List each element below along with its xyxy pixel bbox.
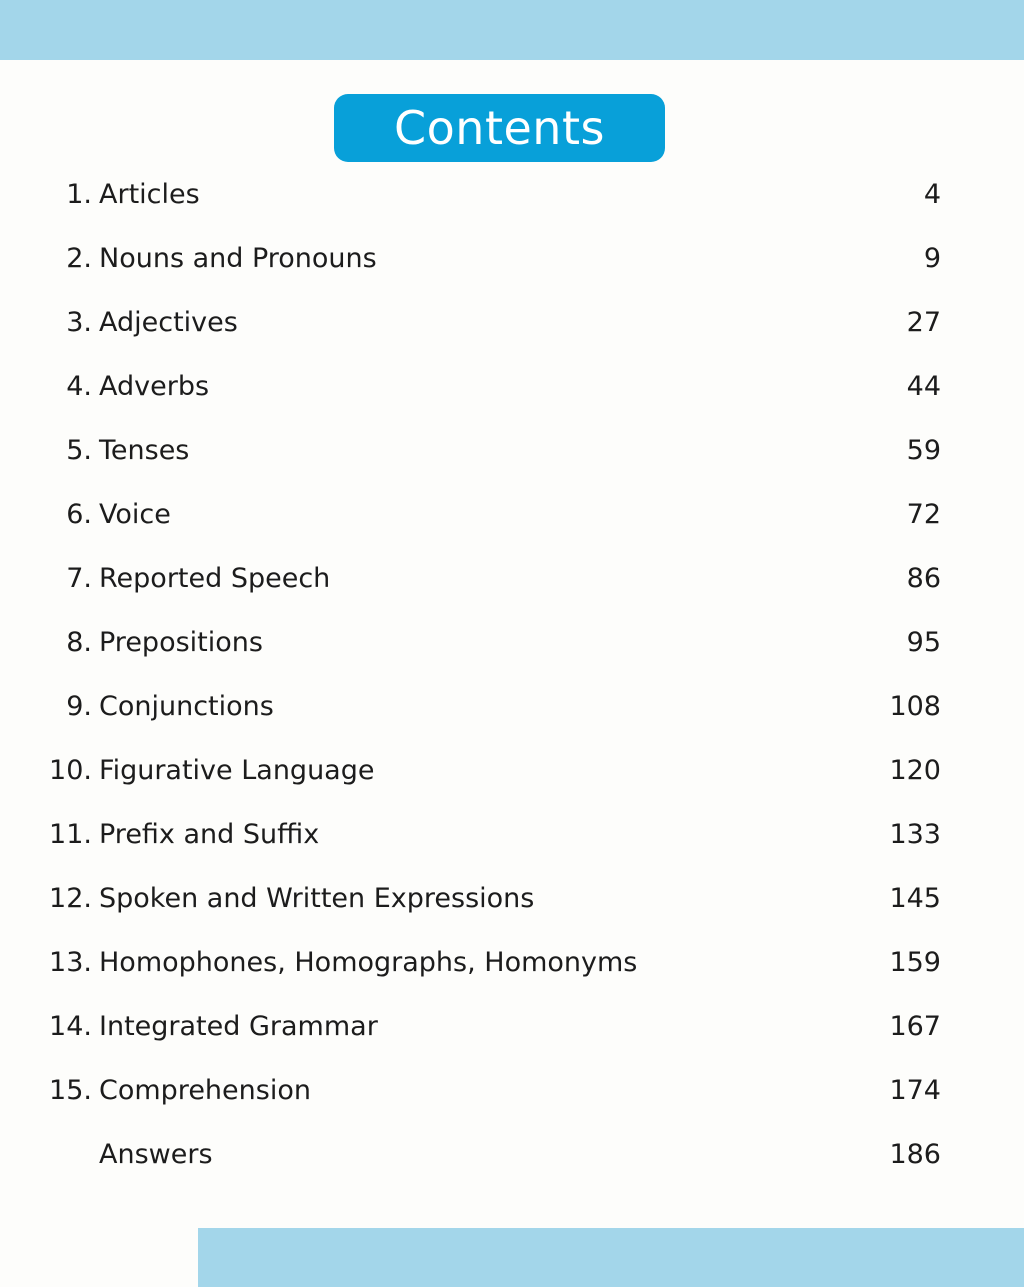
chapter-title[interactable]: Integrated Grammar <box>99 1011 378 1042</box>
page-number: 167 <box>889 1011 941 1042</box>
chapter-title[interactable]: Reported Speech <box>99 563 331 594</box>
toc-entry[interactable] <box>0 995 1024 1059</box>
toc-entry[interactable] <box>0 227 1024 291</box>
chapter-number: 10. <box>49 755 92 786</box>
chapter-title[interactable]: Conjunctions <box>99 691 274 722</box>
page-number: 120 <box>889 755 941 786</box>
page-number: 44 <box>906 371 941 402</box>
toc-entry[interactable] <box>0 355 1024 419</box>
chapter-title[interactable]: Figurative Language <box>99 755 375 786</box>
chapter-title[interactable]: Nouns and Pronouns <box>99 243 377 274</box>
chapter-number: 12. <box>49 883 92 914</box>
chapter-number: 5. <box>66 435 92 466</box>
toc-entry[interactable] <box>0 931 1024 995</box>
answers-title[interactable]: Answers <box>99 1139 213 1170</box>
page-number: 174 <box>889 1075 941 1106</box>
toc-entry[interactable] <box>0 611 1024 675</box>
chapter-title[interactable]: Spoken and Written Expressions <box>99 883 535 914</box>
toc-entry[interactable] <box>0 163 1024 227</box>
chapter-title[interactable]: Voice <box>99 499 171 530</box>
chapter-number: 1. <box>66 179 92 210</box>
page-number: 145 <box>889 883 941 914</box>
chapter-number: 11. <box>49 819 92 850</box>
toc-entry[interactable] <box>0 483 1024 547</box>
page-number: 108 <box>889 691 941 722</box>
page-number: 72 <box>906 499 941 530</box>
page-number: 86 <box>906 563 941 594</box>
chapter-number: 14. <box>49 1011 92 1042</box>
contents-title-badge <box>334 94 665 162</box>
chapter-number: 2. <box>66 243 92 274</box>
page-number: 95 <box>906 627 941 658</box>
toc-entry[interactable] <box>0 547 1024 611</box>
chapter-number: 9. <box>66 691 92 722</box>
page-title: Contents <box>394 101 605 155</box>
chapter-number: 15. <box>49 1075 92 1106</box>
chapter-title[interactable]: Tenses <box>99 435 190 466</box>
table-of-contents <box>0 163 1024 1187</box>
page-number: 159 <box>889 947 941 978</box>
chapter-title[interactable]: Adjectives <box>99 307 238 338</box>
chapter-title[interactable]: Prefix and Suffix <box>99 819 320 850</box>
chapter-title[interactable]: Homophones, Homographs, Homonyms <box>99 947 638 978</box>
page-number: 186 <box>889 1139 941 1170</box>
page-number: 133 <box>889 819 941 850</box>
chapter-title[interactable]: Adverbs <box>99 371 210 402</box>
toc-entry[interactable] <box>0 1059 1024 1123</box>
toc-entry[interactable] <box>0 291 1024 355</box>
top-decorative-band <box>0 0 1024 60</box>
chapter-title[interactable]: Articles <box>99 179 200 210</box>
chapter-number: 13. <box>49 947 92 978</box>
page-number: 9 <box>923 243 941 274</box>
toc-entry[interactable] <box>0 867 1024 931</box>
chapter-number: 4. <box>66 371 92 402</box>
chapter-number: 7. <box>66 563 92 594</box>
toc-entry[interactable] <box>0 1123 1024 1187</box>
chapter-title[interactable]: Prepositions <box>99 627 263 658</box>
toc-entry[interactable] <box>0 739 1024 803</box>
chapter-title[interactable]: Comprehension <box>99 1075 311 1106</box>
chapter-number: 6. <box>66 499 92 530</box>
chapter-number: 8. <box>66 627 92 658</box>
chapter-number: 3. <box>66 307 92 338</box>
bottom-decorative-band <box>198 1228 1024 1287</box>
page-number: 27 <box>906 307 941 338</box>
page-number: 4 <box>923 179 941 210</box>
page-number: 59 <box>906 435 941 466</box>
toc-entry[interactable] <box>0 419 1024 483</box>
toc-entry[interactable] <box>0 675 1024 739</box>
toc-entry[interactable] <box>0 803 1024 867</box>
